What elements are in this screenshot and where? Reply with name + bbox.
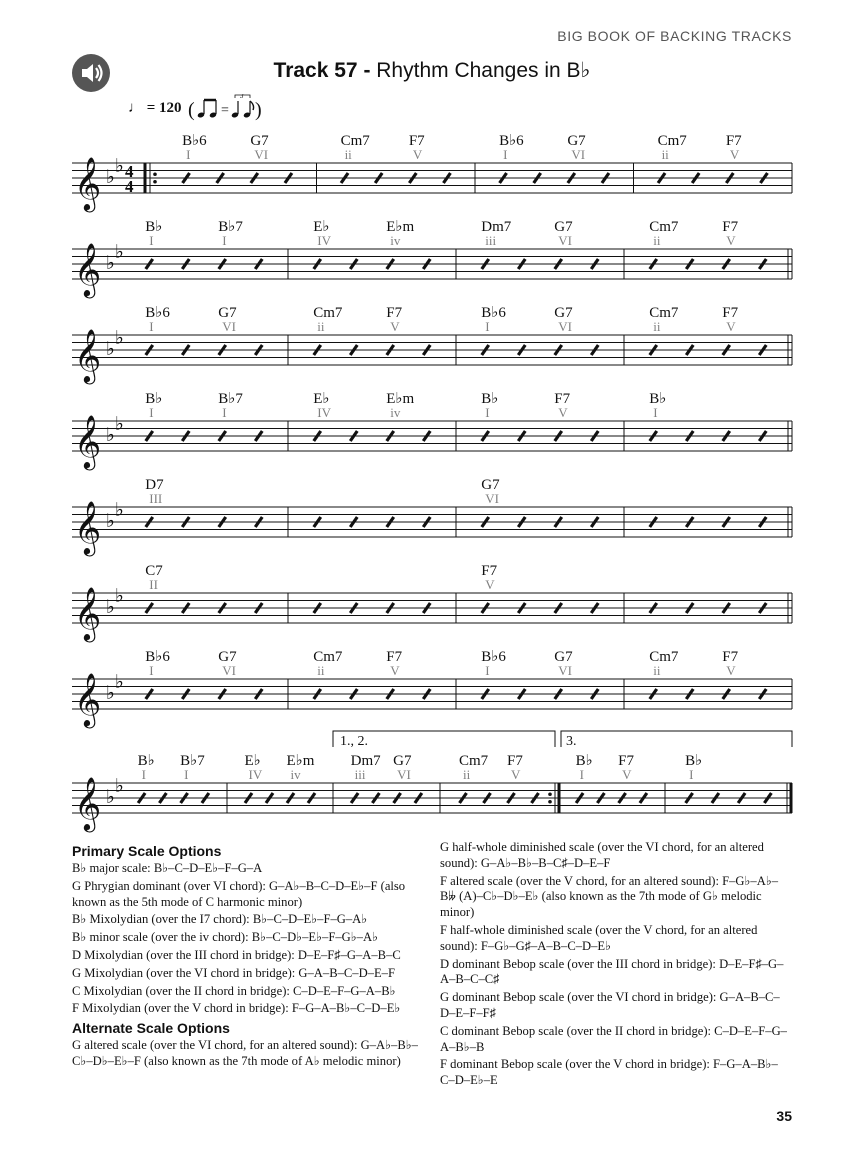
roman-numeral: I — [222, 233, 227, 248]
chord-symbol: Cm7 — [313, 649, 343, 665]
roman-numeral: I — [184, 767, 189, 782]
flat-key-signature: ♭ — [115, 774, 124, 797]
flat-key-signature: ♭ — [106, 252, 115, 274]
primary-scale-item: D Mixolydian (over the III chord in bridge): D–E–F♯–G–A–B–C — [72, 947, 401, 962]
running-head: BIG BOOK OF BACKING TRACKS — [557, 28, 792, 44]
roman-numeral: I — [579, 767, 584, 782]
roman-numeral: V — [390, 663, 400, 678]
roman-numeral: V — [622, 767, 632, 782]
chord-symbol: D7 — [145, 477, 164, 493]
time-signature: 4 — [125, 162, 134, 181]
third-ending-bracket — [561, 731, 792, 747]
chord-symbol: F7 — [722, 649, 739, 665]
chord-symbol: F7 — [725, 133, 742, 149]
chord-symbol: Cm7 — [649, 219, 679, 235]
flat-key-signature: ♭ — [106, 166, 115, 188]
chord-symbol: Cm7 — [340, 133, 370, 149]
roman-numeral: I — [689, 767, 694, 782]
roman-numeral: VI — [558, 319, 572, 334]
alternate-scale-list-right — [440, 840, 792, 1089]
chord-symbol: Cm7 — [657, 133, 687, 149]
time-signature: 4 — [125, 177, 134, 196]
chord-symbol: B♭ — [649, 391, 667, 407]
chord-symbol: C7 — [145, 563, 163, 579]
primary-scale-item: B♭ Mixolydian (over the I7 chord): B♭–C–D–E♭–F–G–A♭ — [72, 912, 368, 927]
staff-system — [72, 753, 792, 832]
primary-scale-list — [72, 861, 422, 1017]
chord-symbol: E♭m — [386, 391, 415, 407]
roman-numeral: V — [485, 577, 495, 592]
chord-symbol: Cm7 — [459, 753, 489, 769]
chord-symbol: B♭7 — [218, 219, 243, 235]
chord-symbol: E♭ — [244, 753, 261, 769]
roman-numeral: iv — [390, 233, 401, 248]
flat-key-signature: ♭ — [106, 510, 115, 532]
roman-numeral: I — [186, 147, 191, 162]
treble-clef: 𝄞 — [74, 242, 102, 296]
flat-key-signature: ♭ — [106, 338, 115, 360]
roman-numeral: V — [726, 233, 736, 248]
roman-numeral: II — [149, 577, 158, 592]
alternate-scale-item: C dominant Bebop scale (over the II chord in bridge): C–D–E–F–G–A–B♭–B — [440, 1023, 787, 1054]
svg-text:(: ( — [188, 99, 195, 121]
ending-brackets — [333, 731, 792, 749]
flat-key-signature: ♭ — [106, 596, 115, 618]
roman-numeral: ii — [661, 147, 669, 162]
roman-numeral: ii — [317, 663, 325, 678]
primary-scale-heading: Primary Scale Options — [72, 843, 222, 859]
alternate-scale-item: D dominant Bebop scale (over the III chord in bridge): D–E–F♯–G–A–B–C–C♯ — [440, 956, 784, 987]
title-track-number: Track 57 - — [273, 59, 377, 82]
roman-numeral: VI — [254, 147, 269, 162]
alternate-scale-item: F dominant Bebop scale (over the V chord in bridge): F–G–A–B♭–C–D–E♭–E — [440, 1057, 778, 1088]
chord-symbol: B♭ — [575, 753, 593, 769]
flat-key-signature: ♭ — [115, 326, 124, 349]
chord-symbol: E♭ — [313, 219, 330, 235]
repeat-dot — [548, 792, 552, 796]
treble-clef: 𝄞 — [74, 328, 102, 382]
chord-symbol: B♭6 — [481, 649, 506, 665]
roman-numeral: ii — [317, 319, 325, 334]
chord-symbol: B♭ — [481, 391, 499, 407]
alternate-scale-heading: Alternate Scale Options — [72, 1020, 230, 1037]
primary-scale-item: G Phrygian dominant (over VI chord): G–A♭–B–C–D–E♭–F (also known as the 5th mode of C harmonic minor) — [72, 878, 406, 909]
chord-symbol: F7 — [722, 219, 739, 235]
flat-key-signature: ♭ — [115, 670, 124, 693]
chord-symbol: Cm7 — [649, 305, 679, 321]
roman-numeral: I — [503, 147, 508, 162]
chord-symbol: F7 — [722, 305, 739, 321]
staff-system — [72, 649, 792, 728]
roman-numeral: I — [149, 663, 154, 678]
roman-numeral: VI — [558, 233, 572, 248]
staff-system — [72, 563, 792, 642]
primary-scale-item: B♭ major scale: B♭–C–D–E♭–F–G–A — [72, 861, 263, 875]
roman-numeral: iii — [354, 767, 366, 782]
roman-numeral: VI — [222, 319, 236, 334]
roman-numeral: I — [149, 405, 154, 420]
chord-symbol: G7 — [481, 477, 500, 493]
svg-text:3: 3 — [240, 94, 244, 100]
chord-symbol: B♭7 — [218, 391, 243, 407]
chord-symbol: B♭6 — [182, 133, 207, 149]
chord-symbol: Dm7 — [481, 219, 512, 235]
alternate-scale-item: F altered scale (over the V chord, for an altered sound): F–G♭–A♭–B𝄫 (A)–C♭–D♭–E♭ (also known as the 7th mode of G♭ melodic minor) — [440, 873, 779, 920]
chord-symbol: F7 — [481, 563, 498, 579]
flat-key-signature: ♭ — [115, 154, 124, 177]
chord-symbol: G7 — [554, 305, 573, 321]
flat-key-signature: ♭ — [106, 424, 115, 446]
chord-symbol: B♭ — [145, 391, 163, 407]
chord-symbol: Dm7 — [350, 753, 381, 769]
flat-key-signature: ♭ — [115, 584, 124, 607]
chord-symbol: E♭ — [313, 391, 330, 407]
chord-symbol: F7 — [386, 649, 403, 665]
staff-system — [72, 305, 792, 384]
roman-numeral: V — [726, 319, 736, 334]
roman-numeral: ii — [344, 147, 352, 162]
roman-numeral: VI — [558, 663, 572, 678]
repeat-dot — [548, 800, 552, 804]
chord-symbol: F7 — [554, 391, 571, 407]
alternate-scale-item: G dominant Bebop scale (over the VI chord in bridge): G–A–B–C–D–E–F–F♯ — [440, 990, 780, 1020]
scale-options-left-column — [72, 840, 422, 1072]
treble-clef: 𝄞 — [74, 776, 102, 830]
roman-numeral: V — [558, 405, 568, 420]
chord-symbol: B♭7 — [180, 753, 205, 769]
primary-scale-item: G Mixolydian (over the VI chord in bridge): G–A–B–C–D–E–F — [72, 965, 395, 980]
roman-numeral: iv — [390, 405, 401, 420]
chord-symbol: Cm7 — [649, 649, 679, 665]
chord-symbol: B♭6 — [145, 305, 170, 321]
alternate-scale-list-left — [72, 1038, 422, 1070]
staff-system — [72, 219, 792, 298]
staff-system — [72, 477, 792, 556]
roman-numeral: I — [485, 405, 490, 420]
roman-numeral: I — [149, 233, 154, 248]
chord-symbol: E♭m — [286, 753, 315, 769]
chord-symbol: G7 — [554, 219, 573, 235]
chord-symbol: B♭ — [137, 753, 155, 769]
roman-numeral: VI — [397, 767, 411, 782]
svg-text:): ) — [255, 99, 262, 121]
roman-numeral: I — [485, 319, 490, 334]
staff-system — [72, 133, 792, 212]
roman-numeral: ii — [653, 233, 661, 248]
chord-symbol: F7 — [618, 753, 634, 769]
third-ending-label: 3. — [566, 734, 577, 749]
alternate-scale-item: G altered scale (over the VI chord, for an altered sound): G–A♭–B♭–C♭–D♭–E♭–F (also known as the 7th mode of A♭ melodic minor) — [72, 1038, 418, 1068]
roman-numeral: ii — [653, 663, 661, 678]
repeat-dot — [153, 180, 157, 184]
chord-symbol: Cm7 — [313, 305, 343, 321]
roman-numeral: I — [141, 767, 146, 782]
chord-symbol: G7 — [554, 649, 573, 665]
treble-clef: 𝄞 — [74, 156, 102, 210]
chord-symbol: G7 — [567, 133, 586, 149]
roman-numeral: IV — [248, 767, 263, 782]
treble-clef: 𝄞 — [74, 672, 102, 726]
chord-symbol: F7 — [386, 305, 403, 321]
roman-numeral: I — [222, 405, 227, 420]
treble-clef: 𝄞 — [74, 500, 102, 554]
chord-symbol: F7 — [507, 753, 523, 769]
page-number: 35 — [776, 1108, 792, 1124]
flat-key-signature: ♭ — [115, 240, 124, 263]
roman-numeral: ii — [463, 767, 471, 782]
roman-numeral: VI — [571, 147, 586, 162]
staff-system — [72, 391, 792, 470]
repeat-dot — [153, 172, 157, 176]
chord-symbol: F7 — [408, 133, 425, 149]
first-ending-label: 1., 2. — [340, 734, 368, 749]
alternate-scale-item: G half-whole diminished scale (over the VI chord, for an altered sound): G–A♭–B♭–B–C♯–D–E–F — [440, 840, 764, 870]
chord-symbol: B♭ — [145, 219, 163, 235]
roman-numeral: V — [390, 319, 400, 334]
chord-symbol: G7 — [218, 649, 237, 665]
roman-numeral: V — [412, 147, 423, 162]
flat-key-signature: ♭ — [115, 498, 124, 521]
primary-scale-item: C Mixolydian (over the II chord in bridge): C–D–E–F–G–A–B♭ — [72, 983, 396, 998]
roman-numeral: I — [485, 663, 490, 678]
flat-key-signature: ♭ — [106, 682, 115, 704]
roman-numeral: iii — [485, 233, 497, 248]
flat-key-signature: ♭ — [106, 786, 115, 808]
title-name: Rhythm Changes in B♭ — [376, 59, 591, 82]
roman-numeral: VI — [222, 663, 236, 678]
chord-symbol: E♭m — [386, 219, 415, 235]
tempo-marking: ♩ = 120 — [128, 100, 182, 116]
roman-numeral: IV — [317, 405, 331, 420]
flat-key-signature: ♭ — [115, 412, 124, 435]
chord-symbol: G7 — [393, 753, 412, 769]
roman-numeral: iv — [290, 767, 301, 782]
roman-numeral: V — [726, 663, 736, 678]
roman-numeral: I — [149, 319, 154, 334]
primary-scale-item: B♭ minor scale (over the iv chord): B♭–C–D♭–E♭–F–G♭–A♭ — [72, 930, 379, 945]
roman-numeral: III — [149, 491, 163, 506]
roman-numeral: VI — [485, 491, 499, 506]
primary-scale-item: F Mixolydian (over the V chord in bridge): F–G–A–B♭–C–D–E♭ — [72, 1001, 401, 1016]
chord-symbol: B♭ — [685, 753, 703, 769]
roman-numeral: V — [729, 147, 740, 162]
roman-numeral: I — [653, 405, 658, 420]
roman-numeral: V — [511, 767, 521, 782]
treble-clef: 𝄞 — [74, 586, 102, 640]
scale-options-right-column — [440, 840, 792, 1091]
roman-numeral: ii — [653, 319, 661, 334]
treble-clef: 𝄞 — [74, 414, 102, 468]
chord-symbol: G7 — [218, 305, 237, 321]
chord-symbol: G7 — [250, 133, 269, 149]
chord-symbol: B♭6 — [145, 649, 170, 665]
alternate-scale-item: F half-whole diminished scale (over the V chord, for an altered sound): F–G♭–G♯–A–B–C–D–E♭ — [440, 922, 758, 953]
svg-text:=: = — [221, 103, 229, 118]
chord-symbol: B♭6 — [481, 305, 506, 321]
roman-numeral: IV — [317, 233, 331, 248]
chord-symbol: B♭6 — [499, 133, 524, 149]
